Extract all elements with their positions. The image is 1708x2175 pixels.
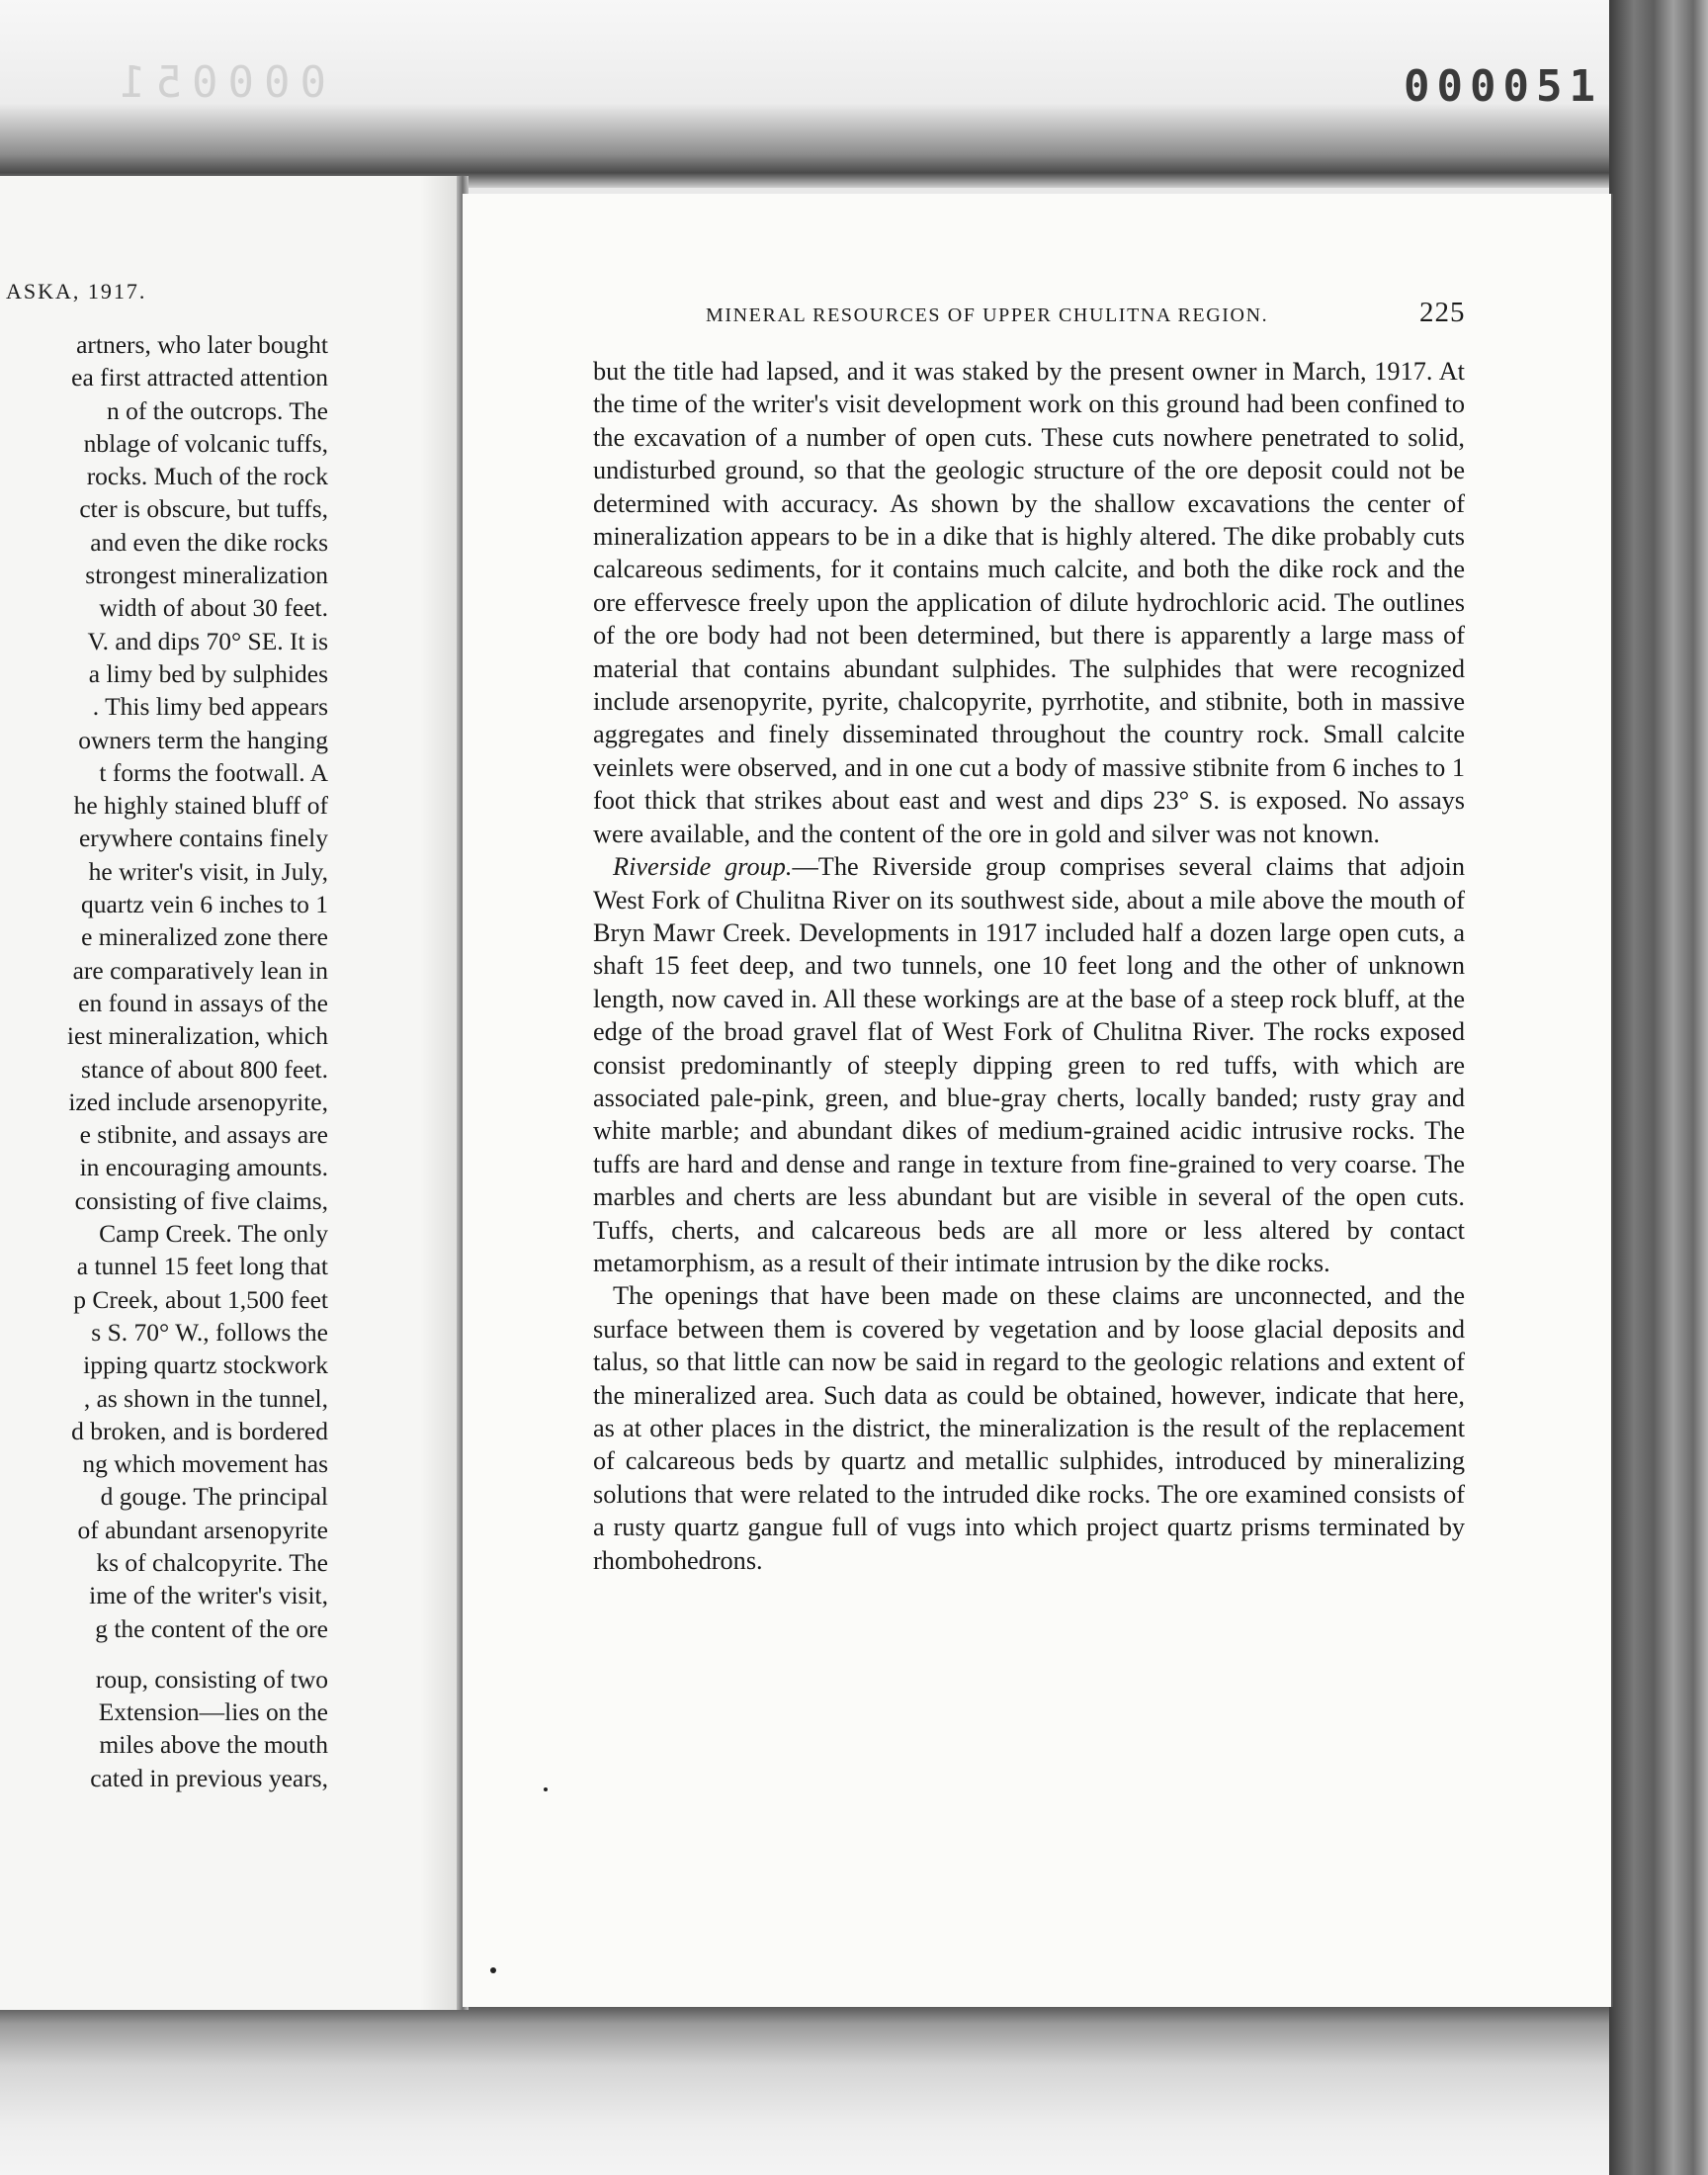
left-page-line: artners, who later bought [76,330,328,359]
left-page-line: and even the dike rocks [90,527,328,557]
left-page-line: t forms the footwall. A [99,757,328,787]
left-page-line: . This limy bed appears [92,692,328,722]
left-page-line: ea first attracted attention [71,363,328,392]
left-page-line: , as shown in the tunnel, [83,1383,328,1413]
left-page-line: consisting of five claims, [74,1185,328,1215]
document-number-stamp: 000051 [1404,61,1602,112]
left-page-line: he highly stained bluff of [73,791,328,821]
left-page-line: a limy bed by sulphides [88,658,328,688]
scan-right-border [1609,0,1708,2175]
left-page-line: ks of chalcopyrite. The [96,1547,328,1577]
paragraph-3: The openings that have been made on these claims are unconnected, and the surface between them is covered by vegetation and by loose glacial deposits and talus, so that little can now be said in regard to the geologic relations and extent of the mineralized area. Such data as could be obtained, however, indicate that here, as at other places in the district, the mineralization is the result of the replacement of calcareous beds by quartz and metallic sulphides, introduced by mineralizing solutions that were related to the intruded dike rocks. The ore examined consists of a rusty quartz gangue full of vugs into which project quartz prisms terminated by rhombohedrons. [593,1281,1465,1575]
left-page-line: ime of the writer's visit, [89,1581,328,1610]
left-page-line: of abundant arsenopyrite [77,1515,328,1544]
left-page-line: d gouge. The principal [100,1482,328,1512]
left-page-line: n of the outcrops. The [106,395,328,425]
left-page-line: Camp Creek. The only [99,1219,328,1249]
left-page-line: stance of about 800 feet. [81,1054,328,1084]
left-page-line: e mineralized zone there [81,922,328,952]
left-page-line: miles above the mouth [99,1730,328,1760]
left-page-line: nblage of volcanic tuffs, [83,428,328,458]
left-page-line: owners term the hanging [78,725,328,754]
running-header: MINERAL RESOURCES OF UPPER CHULITNA REGION. [706,304,1269,326]
right-page [463,194,1611,2007]
left-page-line: a tunnel 15 feet long that [76,1252,328,1281]
paragraph-2-text: —The Riverside group comprises several claims that adjoin West Fork of Chulitna River on its southwest side, about a mile above the mouth of Bryn Mawr Creek. Developments in 1917 included half a dozen large open cuts, a shaft 15 feet deep, and two tunnels, one 10 feet long and the other of unknown length, now caved in. All these workings are at the base of a steep rock bluff, at the edge of the broad gravel flat of West Fork of Chulitna River. The rocks exposed consist predominantly of steeply dipping green to red tuffs, with which are associated pale-pink, green, and blue-gray cherts, locally banded; rusty gray and white marble; and abundant dikes of medium-grained acidic intrusive rocks. The tuffs are hard and dense and range in texture from fine-grained to very coarse. The marbles and cherts are less abundant but are visible in several of the open cuts. Tuffs, cherts, and calcareous beds are all more or less altered by contact metamorphism, as a result of their intimate intrusion by the dike rocks. [593,852,1465,1277]
left-page-line: d broken, and is bordered [71,1416,328,1445]
left-page-line: width of about 30 feet. [99,593,328,623]
left-page-line: strongest mineralization [85,561,328,590]
left-page-text [0,328,328,1794]
bleed-through-stamp: 000051 [110,57,326,108]
scan-speck [544,1787,548,1791]
left-page-gap [0,1645,328,1663]
body-text [593,355,1465,1577]
left-page-line: he writer's visit, in July, [88,856,328,886]
left-page-line: p Creek, about 1,500 feet [73,1284,328,1314]
paragraph-2-heading: Riverside group. [613,852,793,882]
scan-speck [490,1967,496,1973]
left-page-line: s S. 70° W., follows the [91,1317,328,1347]
paragraph-1: but the title had lapsed, and it was staked by the present owner in March, 1917. At the time of the writer's visit development work on this ground had been confined to the excavation of a number of open cuts. These cuts nowhere penetrated to solid, undisturbed ground, so that the geologic structure of the ore deposit could not be determined with accuracy. As shown by the shallow excavations the center of mineralization appears to be in a dike that is highly altered. The dike probably cuts calcareous sediments, for it contains much calcite, and both the dike rock and the ore effervesce freely upon the application of dilute hydrochloric acid. The outlines of the ore body had not been determined, but there is apparently a large mass of material that contains abundant sulphides. The sulphides that were recognized include arsenopyrite, pyrite, chalcopyrite, pyrrhotite, and stibnite, both in massive aggregates and finely disseminated throughout the country rock. Small calcite veinlets were observed, and in one cut a body of massive stibnite from 6 inches to 1 foot thick that strikes about east and west and dips 23° S. is exposed. No assays were available, and the content of the ore in gold and silver was not known. [593,357,1465,848]
left-page-line: ng which movement has [82,1449,328,1479]
left-page-line: rocks. Much of the rock [86,462,328,491]
left-page-line: cated in previous years, [90,1763,328,1792]
left-page-line: Extension—lies on the [98,1697,328,1727]
paragraph-2 [593,850,1465,1279]
left-page-line: iest mineralization, which [66,1021,328,1051]
left-page-line: erywhere contains finely [78,824,328,853]
left-page-line: V. and dips 70° SE. It is [87,626,328,655]
left-page-line: cter is obscure, but tuffs, [79,494,328,524]
scan-bottom-border [0,2007,1708,2175]
left-page-line: g the content of the ore [95,1613,328,1643]
left-page-line: in encouraging amounts. [79,1153,328,1182]
left-page-header: ASKA, 1917. [6,279,147,304]
left-page-line: en found in assays of the [78,988,328,1017]
left-page-line: ipping quartz stockwork [83,1350,328,1380]
left-page [0,176,460,2010]
page-number: 225 [1419,297,1466,328]
left-page-line: ized include arsenopyrite, [68,1087,328,1116]
left-page-line: are comparatively lean in [72,955,328,985]
left-page-line: roup, consisting of two [95,1664,328,1694]
left-page-line: e stibnite, and assays are [79,1120,328,1150]
left-page-line: quartz vein 6 inches to 1 [81,890,328,919]
